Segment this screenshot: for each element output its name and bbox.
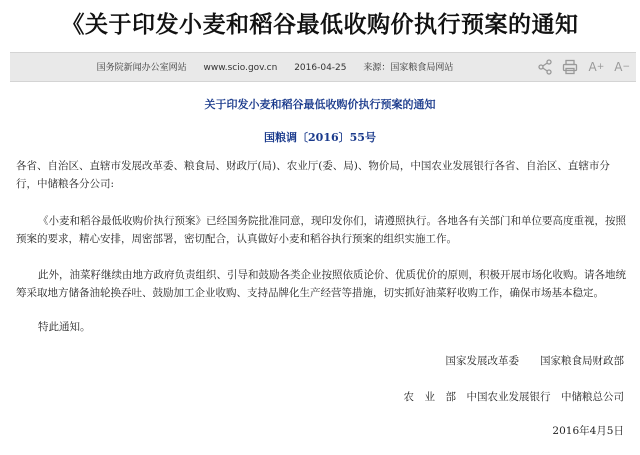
origin-info [363, 63, 453, 73]
meta-bar [10, 52, 636, 82]
publish-date: 2016-04-25 [294, 63, 347, 73]
meta-info [10, 60, 540, 73]
source-url[interactable]: www.scio.gov.cn [203, 63, 278, 73]
print-icon[interactable] [562, 57, 578, 77]
document-number: 国粮调〔2016〕55号 [264, 131, 376, 144]
origin-name: 国家粮食局网站 [390, 63, 454, 73]
plus-icon: + [596, 62, 605, 72]
paragraph-2: 此外，油菜籽继续由地方政府负责组织、引导和鼓励各类企业按照依质论价、优质优价的原则，积极开展市场化收购。请各地统筹采取地方储备油轮换吞吐、鼓励加工企业收购、支持品牌化生产经营等措施，切实抓好油菜籽收购工作，确保市场基本稳定。 [16, 269, 626, 299]
origin-label: 来源： [363, 63, 391, 73]
font-decrease-label: A [614, 60, 623, 74]
font-increase-label: A [588, 60, 597, 74]
closing-line: 特此通知。 [38, 321, 91, 333]
document-heading: 关于印发小麦和稻谷最低收购价执行预案的通知 [204, 98, 436, 111]
font-increase-button[interactable] [588, 57, 604, 77]
sign-date: 2016年4月5日 [552, 425, 624, 437]
signatories-line-1: 国家发展改革委 国家粮食局财政部 [445, 355, 624, 367]
addressees: 各省、自治区、直辖市发展改革委、粮食局、财政厅(局)、农业厅(委、局)、物价局，中国农业发展银行各省、自治区、直辖市分行，中储粮各分公司: [16, 160, 610, 190]
font-decrease-button[interactable] [614, 57, 630, 77]
signatories-line-2: 农 业 部 中国农业发展银行 中储粮总公司 [403, 391, 624, 403]
source-name: 国务院新闻办公室网站 [96, 63, 187, 73]
toolbar [538, 57, 630, 77]
paragraph-1: 《小麦和稻谷最低收购价执行预案》已经国务院批准同意，现印发你们，请遵照执行。各地各有关部门和单位要高度重视，按照预案的要求，精心安排，周密部署，密切配合，认真做好小麦和稻谷执行预案的组织实施工作。 [16, 215, 626, 245]
minus-icon: − [622, 62, 630, 72]
share-icon[interactable] [538, 57, 552, 77]
article-title: 《关于印发小麦和稻谷最低收购价执行预案的通知 [61, 11, 579, 38]
